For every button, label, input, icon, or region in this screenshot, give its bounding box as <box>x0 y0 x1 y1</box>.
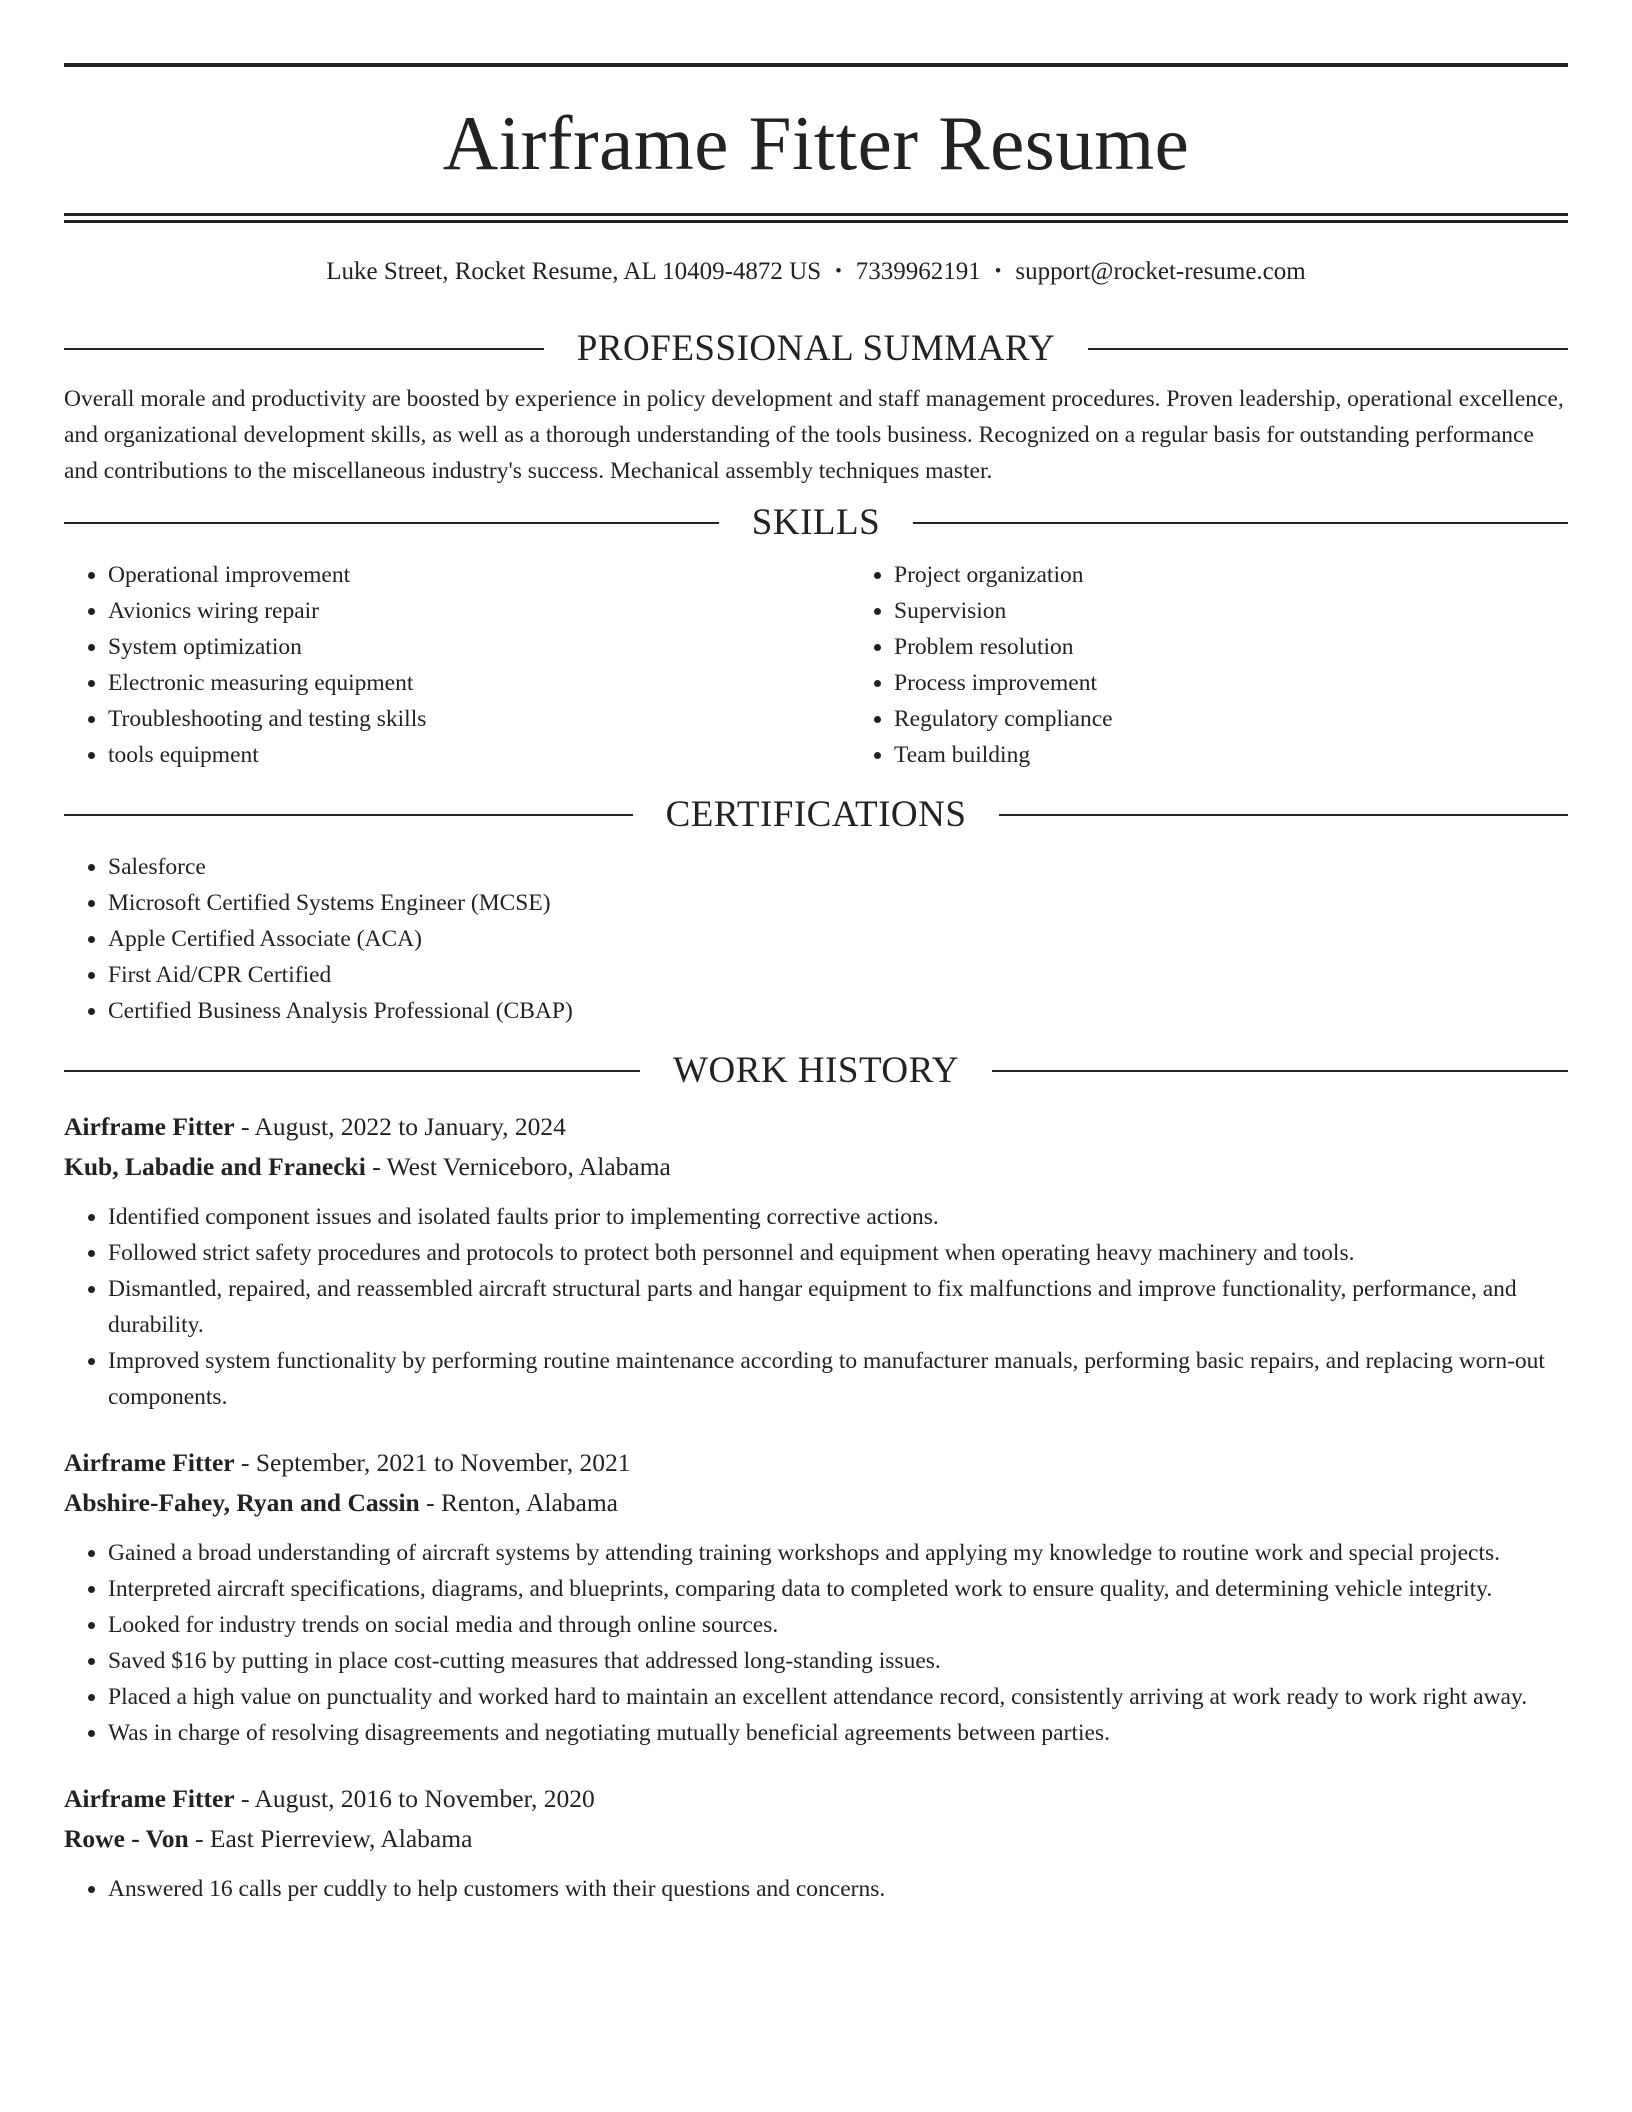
certification-item: • Microsoft Certified Systems Engineer (MCSE) <box>108 885 1568 921</box>
contact-line <box>64 257 1568 287</box>
section-title: SKILLS <box>751 502 881 543</box>
job-dates: - August, 2016 to November, 2020 <box>234 1784 595 1813</box>
job-employer-line <box>64 1483 1568 1523</box>
section-title: PROFESSIONAL SUMMARY <box>576 328 1056 369</box>
job-bullet: • Gained a broad understanding of aircraft systems by attending training workshops and applying my knowledge to routine work and special projects. <box>108 1535 1568 1571</box>
job-title-line <box>64 1107 1568 1147</box>
section-title: CERTIFICATIONS <box>665 794 967 835</box>
job-bullets <box>64 1535 1568 1751</box>
job-entry <box>64 1779 1568 1907</box>
heading-rule-right <box>999 814 1568 816</box>
job-title-line <box>64 1779 1568 1819</box>
job-entry <box>64 1107 1568 1415</box>
skill-item: • Troubleshooting and testing skills <box>108 701 850 737</box>
job-company: Rowe - Von <box>64 1824 189 1853</box>
certification-item: • First Aid/CPR Certified <box>108 957 1568 993</box>
job-employer-line <box>64 1819 1568 1859</box>
summary-heading <box>64 327 1568 371</box>
skill-item: • System optimization <box>108 629 850 665</box>
skill-item: • Team building <box>894 737 1568 773</box>
contact-email: support@rocket-resume.com <box>1015 258 1306 285</box>
skill-item: • Operational improvement <box>108 557 850 593</box>
resume-page <box>64 0 1568 1907</box>
job-location: - East Pierreview, Alabama <box>188 1824 473 1853</box>
certification-item: • Certified Business Analysis Professional (CBAP) <box>108 993 1568 1029</box>
contact-separator: • <box>994 261 1002 282</box>
heading-rule-right <box>1088 348 1568 350</box>
job-employer-line <box>64 1147 1568 1187</box>
job-company: Kub, Labadie and Franecki <box>64 1152 366 1181</box>
skill-item: • Problem resolution <box>894 629 1568 665</box>
resume-title: Airframe Fitter Resume <box>442 100 1190 186</box>
skills-list-right <box>850 557 1568 773</box>
job-bullet: • Saved $16 by putting in place cost-cutting measures that addressed long-standing issues. <box>108 1643 1568 1679</box>
job-title: Airframe Fitter <box>64 1784 235 1813</box>
certification-item: • Apple Certified Associate (ACA) <box>108 921 1568 957</box>
heading-rule-left <box>64 522 719 524</box>
job-company: Abshire-Fahey, Ryan and Cassin <box>64 1488 420 1517</box>
section-title: WORK HISTORY <box>673 1050 959 1091</box>
heading-rule-right <box>992 1070 1568 1072</box>
heading-rule-right <box>913 522 1568 524</box>
heading-rule-left <box>64 348 544 350</box>
skill-item: • Avionics wiring repair <box>108 593 850 629</box>
job-location: - West Verniceboro, Alabama <box>365 1152 671 1181</box>
job-dates: - September, 2021 to November, 2021 <box>234 1448 631 1477</box>
summary-text: Overall morale and productivity are boosted by experience in policy development and staff management procedures. Proven leadership, operational excellence, and organizational development skills, as well as a thorough understanding of the tools business. Recognized on a regular basis for outstanding performance and contributions to the miscellaneous industry's success. Mechanical assembly techniques master. <box>64 386 1564 484</box>
heading-rule-left <box>64 1070 640 1072</box>
job-bullet: • Dismantled, repaired, and reassembled aircraft structural parts and hangar equipment to fix malfunctions and improve functionality, performance, and durability. <box>108 1271 1568 1343</box>
skill-item: • Electronic measuring equipment <box>108 665 850 701</box>
skill-item: • Regulatory compliance <box>894 701 1568 737</box>
certifications-heading <box>64 793 1568 837</box>
job-title-line <box>64 1443 1568 1483</box>
job-bullet: • Followed strict safety procedures and protocols to protect both personnel and equipment when operating heavy machinery and tools. <box>108 1235 1568 1271</box>
job-entry <box>64 1443 1568 1751</box>
heading-rule-left <box>64 814 633 816</box>
skill-item: • Project organization <box>894 557 1568 593</box>
certifications-list <box>64 849 1568 1029</box>
job-bullet: • Interpreted aircraft specifications, diagrams, and blueprints, comparing data to completed work to ensure quality, and determining vehicle integrity. <box>108 1571 1568 1607</box>
skill-item: • tools equipment <box>108 737 850 773</box>
job-bullet: • Identified component issues and isolated faults prior to implementing corrective actions. <box>108 1199 1568 1235</box>
job-dates: - August, 2022 to January, 2024 <box>234 1112 566 1141</box>
job-bullet: • Looked for industry trends on social media and through online sources. <box>108 1607 1568 1643</box>
title-double-rule <box>64 213 1568 223</box>
job-bullets <box>64 1871 1568 1907</box>
job-bullet: • Answered 16 calls per cuddly to help customers with their questions and concerns. <box>108 1871 1568 1907</box>
work-history-heading <box>64 1049 1568 1093</box>
job-bullet: • Improved system functionality by performing routine maintenance according to manufacturer manuals, performing basic repairs, and replacing worn-out components. <box>108 1343 1568 1415</box>
skills-heading <box>64 501 1568 545</box>
job-bullet: • Was in charge of resolving disagreements and negotiating mutually beneficial agreements between parties. <box>108 1715 1568 1751</box>
job-location: - Renton, Alabama <box>419 1488 619 1517</box>
skills-list-left <box>64 557 850 773</box>
skills-grid <box>64 557 1568 773</box>
job-title: Airframe Fitter <box>64 1448 235 1477</box>
skill-item: • Process improvement <box>894 665 1568 701</box>
certification-item: • Salesforce <box>108 849 1568 885</box>
job-bullet: • Placed a high value on punctuality and worked hard to maintain an excellent attendance record, consistently arriving at work ready to work right away. <box>108 1679 1568 1715</box>
job-title: Airframe Fitter <box>64 1112 235 1141</box>
job-bullets <box>64 1199 1568 1415</box>
skill-item: • Supervision <box>894 593 1568 629</box>
contact-phone: 7339962191 <box>855 258 981 285</box>
contact-address: Luke Street, Rocket Resume, AL 10409-4872 US <box>326 258 822 285</box>
contact-separator: • <box>835 261 842 282</box>
